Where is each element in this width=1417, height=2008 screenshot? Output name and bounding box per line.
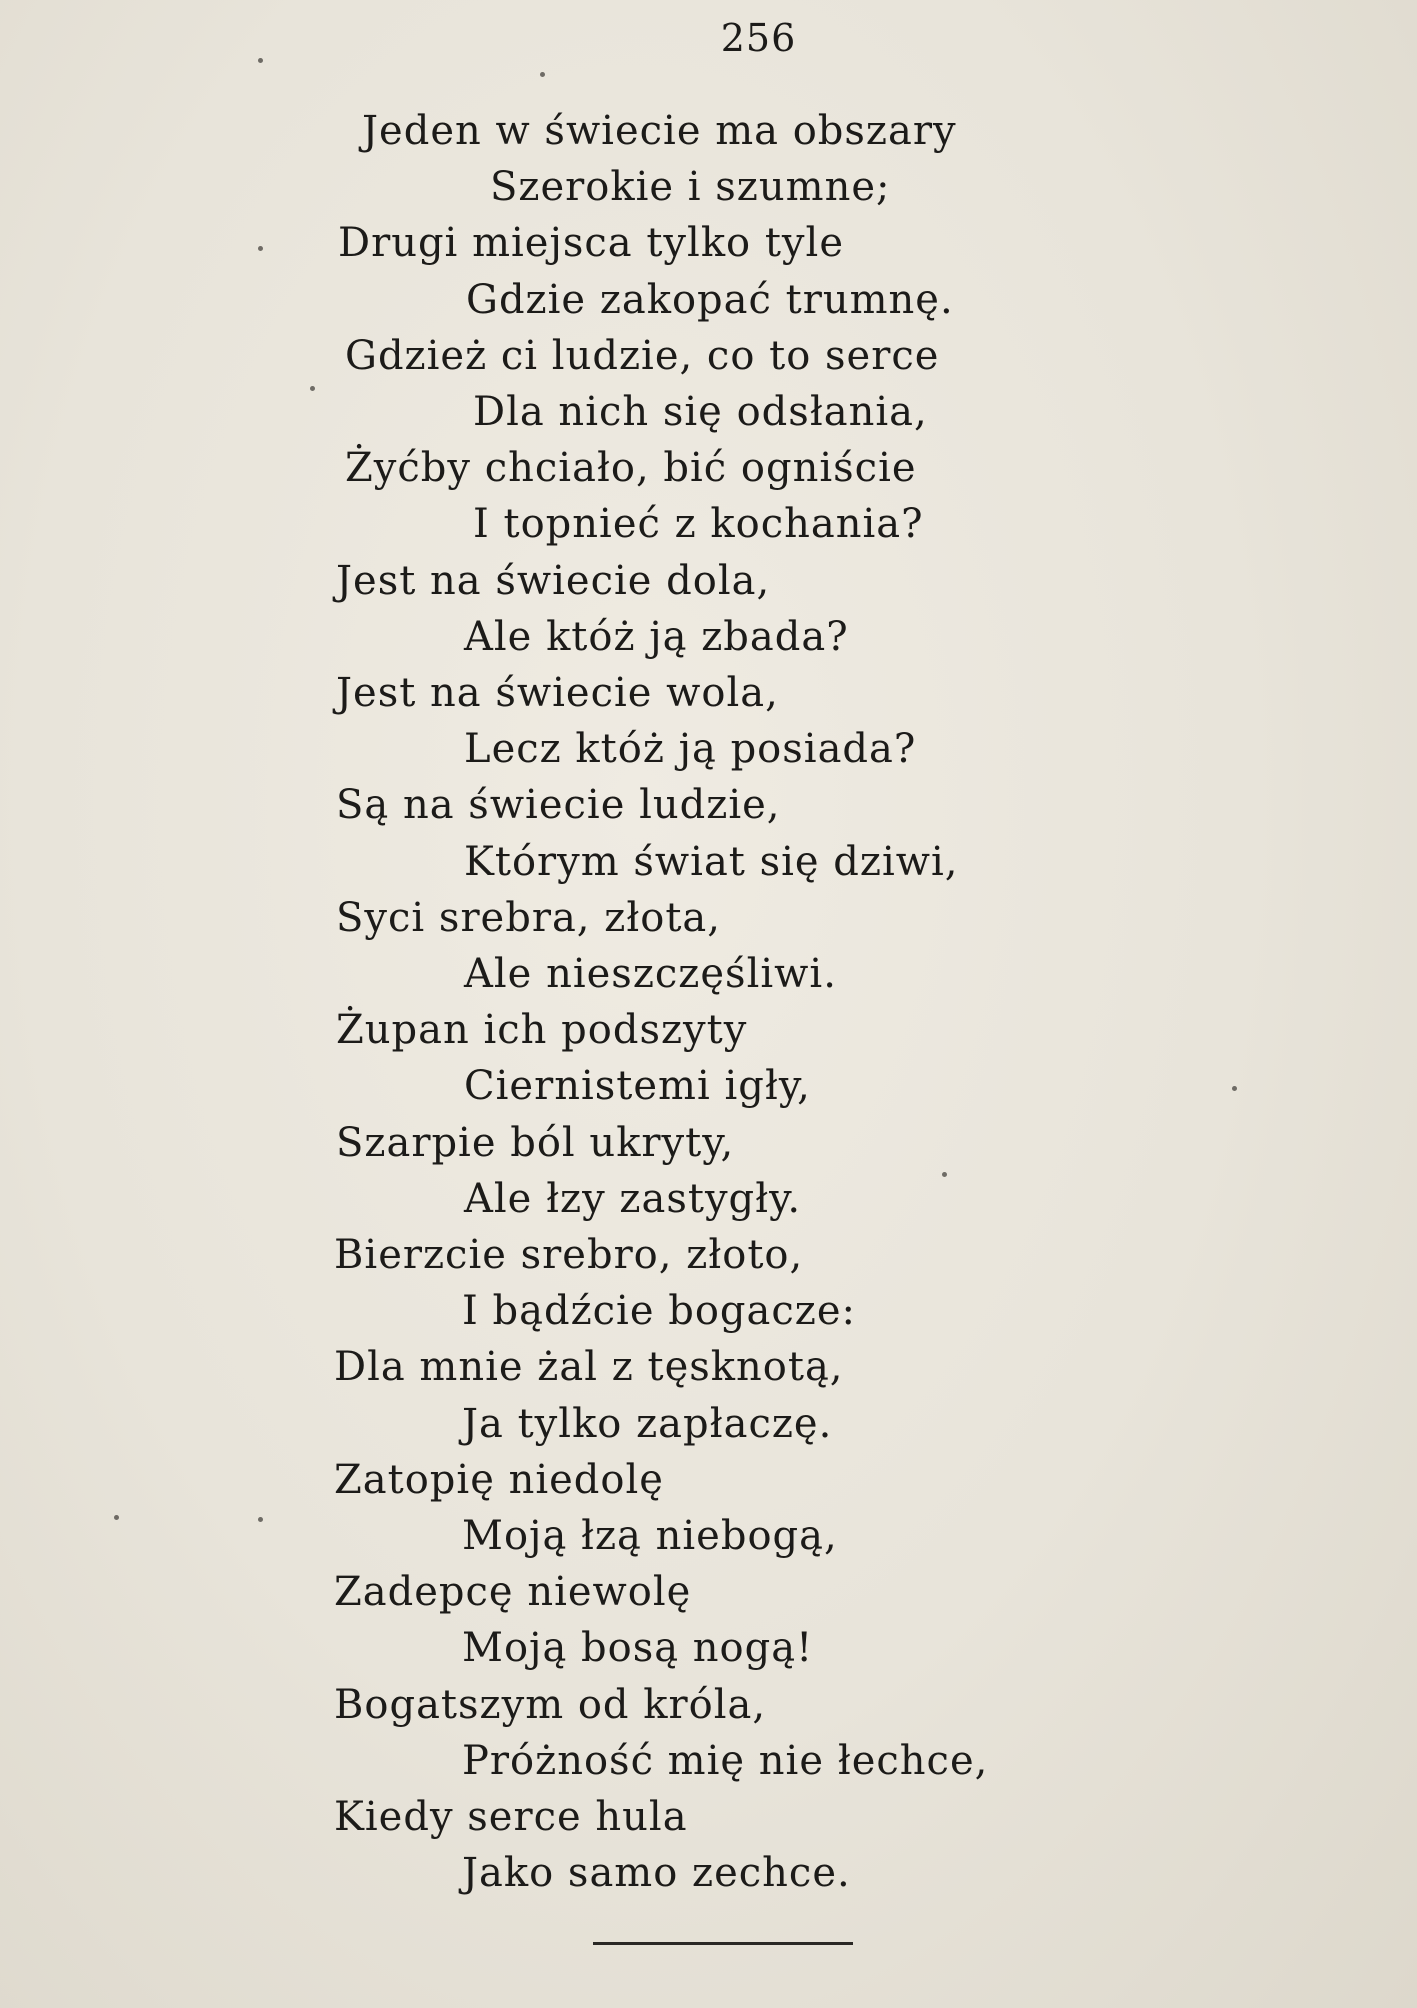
poem-line: Moją bosą nogą! [462, 1625, 814, 1672]
poem-line: Gdzież ci ludzie, co to serce [345, 332, 940, 379]
poem-line: Szerokie i szumne; [490, 164, 891, 211]
poem-line: Ale któż ją zbada? [464, 613, 849, 660]
paper-speck [258, 246, 263, 251]
poem-line: Bogatszym od króla, [334, 1681, 767, 1728]
paper-speck [1232, 1086, 1237, 1091]
poem-line: Ale łzy zastygły. [464, 1175, 802, 1222]
paper-speck [310, 386, 315, 391]
poem-line: Dla nich się odsłania, [473, 389, 928, 435]
paper-speck [258, 58, 263, 63]
paper-speck [114, 1515, 119, 1520]
poem-line: Którym świat się dziwi, [464, 838, 959, 885]
paper-speck [258, 1517, 263, 1522]
poem-line: Ja tylko zapłaczę. [462, 1400, 833, 1447]
poem-line: Żyćby chciało, bić ogniście [345, 445, 917, 492]
poem-line: Jako samo zechce. [462, 1850, 851, 1897]
poem-line: Gdzie zakopać trumnę. [466, 276, 954, 323]
poem-line: Szarpie ból ukryty, [336, 1119, 735, 1166]
poem-line: Zadepcę niewolę [334, 1569, 692, 1616]
poem-line: Ciernistemi igły, [464, 1063, 811, 1110]
poem-line: Zatopię niedolę [334, 1456, 664, 1503]
poem-line: Dla mnie żal z tęsknotą, [334, 1344, 844, 1391]
poem-line: Lecz któż ją posiada? [464, 726, 917, 773]
poem-line: Bierzcie srebro, złoto, [334, 1232, 804, 1278]
poem-line: Moją łzą niebogą, [462, 1513, 838, 1559]
poem-line: Próżność mię nie łechce, [462, 1737, 989, 1784]
poem-line: Są na świecie ludzie, [336, 782, 781, 829]
poem-line: Jeden w świecie ma obszary [362, 108, 957, 154]
poem-line: Kiedy serce hula [334, 1794, 688, 1840]
poem-line: I topnieć z kochania? [473, 501, 924, 548]
poem-line: Drugi miejsca tylko tyle [338, 220, 844, 267]
poem-line: I bądźcie bogacze: [462, 1288, 856, 1335]
page-number: 256 [720, 16, 797, 60]
closing-rule [593, 1942, 853, 1945]
poem-line: Syci srebra, złota, [336, 894, 721, 941]
paper-speck [942, 1172, 947, 1177]
poem-line: Jest na świecie wola, [336, 670, 779, 716]
poem-line: Jest na świecie dola, [336, 557, 771, 604]
poem-line: Ale nieszczęśliwi. [464, 951, 837, 997]
poem-line: Żupan ich podszyty [336, 1007, 748, 1054]
paper-speck [540, 72, 545, 77]
